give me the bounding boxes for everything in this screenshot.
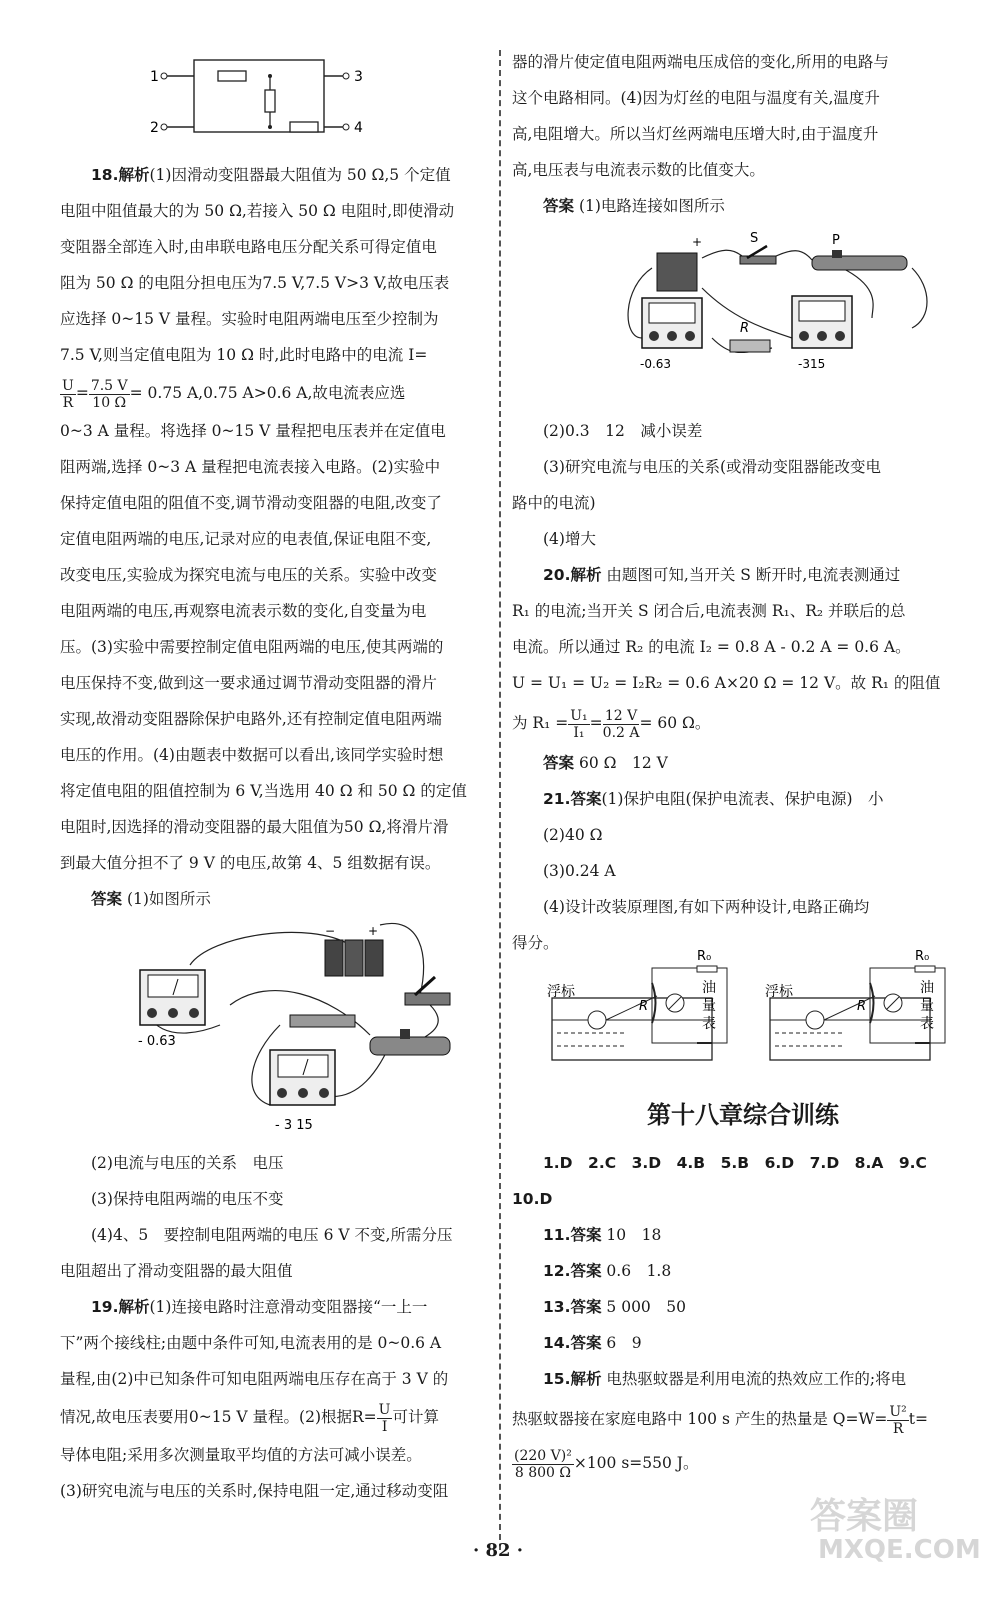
resistor-network-figure	[150, 50, 370, 150]
answer-line: (4)增大	[543, 530, 596, 548]
terminal-1-label: 1	[150, 69, 159, 85]
r-label: R	[639, 999, 649, 1014]
question-number: 20.	[543, 566, 571, 584]
fraction-values: $\frac{7.5 V}{10 \Omega}$	[90, 377, 128, 411]
text-line: (3)研究电流与电压的关系时,保持电阻一定,通过移动变阻	[60, 1482, 449, 1500]
gauge-char-2: 量	[920, 998, 934, 1014]
chapter-18-answers	[512, 1145, 974, 1485]
column-divider	[499, 50, 501, 1550]
answer-line: 得分。	[512, 934, 559, 952]
fraction-values: $\frac{\text{(220 V)²}}{8 800 \Omega}$	[514, 1447, 572, 1481]
answer-tag: 答案	[543, 754, 575, 772]
answer-text: 60 Ω 12 V	[578, 754, 668, 772]
text-line: 阻为 50 Ω 的电阻分担电压为7.5 V,7.5 V>3 V,故电压表	[60, 274, 450, 292]
svg-text:+: +	[368, 924, 379, 938]
svg-text:−: −	[325, 924, 336, 938]
resistor-board-icon	[290, 1015, 355, 1027]
multiple-choice-answers: 10.D	[512, 1190, 553, 1208]
answer-tag: 答案	[543, 197, 575, 215]
text-line: 应选择 0~15 V 量程。实验时电阻两端电压至少控制为	[60, 310, 439, 328]
fraction-u1-i1: $\frac{\text{U₁}}{\text{I₁}}$	[570, 707, 588, 741]
oil-gauge-design-2	[765, 949, 945, 1060]
text-line: 下”两个接线柱;由题中条件可知,电流表用的是 0~0.6 A	[60, 1334, 442, 1352]
answer-line: 路中的电流)	[512, 494, 596, 512]
text-line: U = U₁ = U₂ = I₂R₂ = 0.6 A×20 Ω = 12 V。故 R₁ 的阻值	[512, 674, 941, 692]
text-line: 定值电阻两端的电压,记录对应的电表值,保证电阻不变,	[60, 530, 432, 548]
rheostat-icon	[370, 1029, 450, 1055]
resistor-label: R	[740, 321, 750, 336]
float-label: 浮标	[765, 984, 793, 1000]
formula-line: $\frac{\text{(220 V)²}}{8 800 \Omega}$ ×100 s=550 J。	[514, 1447, 699, 1481]
text-line: 高,电压表与电流表示数的比值变大。	[512, 161, 765, 179]
analysis-tag: 解析	[570, 1370, 602, 1388]
text-line: 这个电路相同。(4)因为灯丝的电阻与温度有关,温度升	[512, 89, 880, 107]
answer-line: 电阻超出了滑动变阻器的最大阻值	[60, 1262, 293, 1280]
text-line: 阻两端,选择 0~3 A 量程把电流表接入电路。(2)实验中	[60, 458, 441, 476]
multiple-choice-answers: 1.D 2.C 3.D 4.B 5.B 6.D 7.D 8.A 9.C	[543, 1154, 927, 1172]
ammeter-icon	[140, 970, 205, 1025]
text-line: 电阻时,因选择的滑动变阻器的最大阻值为50 Ω,将滑片滑	[60, 818, 449, 836]
terminal-2-label: 2	[150, 120, 159, 136]
answer-tag: 答案	[570, 1298, 602, 1316]
question-number: 11.	[543, 1226, 571, 1244]
text-line: 0~3 A 量程。将选择 0~15 V 量程把电压表并在定值电	[60, 422, 446, 440]
answer-line: (2)40 Ω	[543, 826, 603, 844]
q19-20-block	[512, 413, 974, 961]
ammeter-terminal-label: - 0.63	[138, 1034, 176, 1049]
text-line: 高,电阻增大。所以当灯丝两端电压增大时,由于温度升	[512, 125, 879, 143]
question-number: 15.	[543, 1370, 571, 1388]
text-line: 保持定值电阻的阻值不变,调节滑动变阻器的电阻,改变了	[60, 494, 442, 512]
switch-icon	[405, 977, 450, 1005]
switch-label: S	[750, 231, 759, 246]
answer-tag: 答案	[570, 1226, 602, 1244]
q19-continued	[512, 44, 974, 224]
formula-line: $\frac{U}{R}$ = $\frac{7.5 V}{10 \Omega}$ = 0.75 A,0.75 A>0.6 A,故电流表应选	[62, 377, 406, 411]
switch-icon	[740, 231, 776, 264]
r0-label: R₀	[915, 949, 930, 964]
gauge-char-3: 表	[920, 1016, 934, 1032]
terminal-4-label: 4	[354, 120, 363, 136]
fraction-values: $\frac{12 V}{0.2 A}$	[602, 707, 640, 741]
formula-line: 热驱蚊器接在家庭电路中 100 s 产生的热量是 Q=W= $\frac{\text{U²}}{R}$ t=	[512, 1403, 929, 1437]
page-number: · 82 ·	[472, 1540, 524, 1561]
analysis-tag: 解析	[118, 166, 150, 184]
text-line: 量程,由(2)中已知条件可知电阻两端电压存在高于 3 V 的	[60, 1370, 449, 1388]
r0-label: R₀	[697, 949, 712, 964]
text-line: (1)因滑动变阻器最大阻值为 50 Ω,5 个定值	[149, 166, 451, 184]
answer-line: (3)保持电阻两端的电压不变	[91, 1190, 284, 1208]
text-line: 由题图可知,当开关 S 断开时,电流表测通过	[606, 566, 901, 584]
text-line: 到最大值分担不了 9 V 的电压,故第 4、5 组数据有误。	[60, 854, 441, 872]
text-line: R₁ 的电流;当开关 S 闭合后,电流表测 R₁、R₂ 并联后的总	[512, 602, 906, 620]
question-number: 21.	[543, 790, 571, 808]
text-line: 改变电压,实验成为探究电流与电压的关系。实验中改变	[60, 566, 437, 584]
gauge-char-3: 表	[702, 1016, 716, 1032]
formula-line: 情况,故电压表要用0~15 V 量程。(2)根据R= $\frac{U}{I}$ 可计算	[60, 1401, 439, 1435]
question-number: 13.	[543, 1298, 571, 1316]
answer-text: 5 000 50	[606, 1298, 687, 1316]
rheostat-icon	[812, 233, 907, 270]
fraction-u-r: $\frac{U}{R}$	[62, 377, 74, 411]
text-line: 器的滑片使定值电阻两端电压成倍的变化,所用的电路与	[512, 53, 889, 71]
text-line: 导体电阻;采用多次测量取平均值的方法可减小误差。	[60, 1446, 422, 1464]
watermark-logo: 答案圈	[810, 1496, 919, 1537]
answer-line: (3)0.24 A	[543, 862, 616, 880]
answer-text: 10 18	[606, 1226, 662, 1244]
answer-text: 0.6 1.8	[606, 1262, 672, 1280]
battery-icon	[657, 235, 702, 291]
q18-answers	[60, 1145, 492, 1509]
gauge-char-1: 油	[702, 980, 716, 996]
r-label: R	[857, 999, 867, 1014]
text-line: 变阻器全部连入时,由串联电路电压分配关系可得定值电	[60, 238, 437, 256]
text-line: 将定值电阻的阻值控制为 6 V,当选用 40 Ω 和 50 Ω 的定值	[60, 782, 467, 800]
fraction-u-i: $\frac{U}{I}$	[378, 1401, 391, 1435]
resistor-icon	[730, 321, 770, 352]
voltmeter-terminal-label: - 3 15	[275, 1118, 313, 1133]
plus-label: +	[692, 235, 703, 249]
answer-text: (1)电路连接如图所示	[578, 197, 725, 215]
answer-line: (4)4、5 要控制电阻两端的电压 6 V 不变,所需分压	[91, 1226, 453, 1244]
text-line: 电热驱蚊器是利用电流的热效应工作的;将电	[606, 1370, 907, 1388]
text-line: 压。(3)实验中需要控制定值电阻两端的电压,使其两端的	[60, 638, 444, 656]
circuit-diagram-figure-1	[130, 915, 470, 1140]
oil-gauge-designs-figure	[547, 948, 967, 1068]
oil-gauge-design-1	[547, 949, 727, 1060]
text-line: 电流。所以通过 R₂ 的电流 I₂ = 0.8 A - 0.2 A = 0.6 A。	[512, 638, 911, 656]
voltmeter-icon	[270, 1050, 335, 1105]
terminal-3-label: 3	[354, 69, 363, 85]
text-line: (1)保护电阻(保护电流表、保护电源) 小	[601, 790, 884, 808]
answer-line: (4)设计改装原理图,有如下两种设计,电路正确均	[543, 898, 870, 916]
question-number: 18.	[91, 166, 119, 184]
text-line: 电压保持不变,做到这一要求通过调节滑动变阻器的滑片	[60, 674, 437, 692]
analysis-tag: 解析	[118, 1298, 150, 1316]
answer-tag: 答案	[570, 1262, 602, 1280]
answer-tag: 答案	[570, 790, 602, 808]
question-number: 14.	[543, 1334, 571, 1352]
text-line: 实现,故滑动变阻器除保护电路外,还有控制定值电阻两端	[60, 710, 442, 728]
question-number: 19.	[91, 1298, 119, 1316]
analysis-tag: 解析	[570, 566, 602, 584]
gauge-char-2: 量	[702, 998, 716, 1014]
answer-tag: 答案	[91, 890, 123, 908]
gauge-char-1: 油	[920, 980, 934, 996]
section-title: 第十八章综合训练	[647, 1101, 839, 1129]
slider-label: P	[832, 233, 840, 248]
text-line: 电阻两端的电压,再观察电流表示数的变化,自变量为电	[60, 602, 427, 620]
watermark-url: MXQE.COM	[818, 1535, 981, 1565]
question-number: 12.	[543, 1262, 571, 1280]
ammeter-terminal-label: -0.63	[640, 357, 672, 371]
circuit-diagram-figure-2	[622, 228, 942, 378]
answer-text: (1)如图所示	[126, 890, 211, 908]
text-line: 7.5 V,则当定值电阻为 10 Ω 时,此时电路中的电流 I=	[60, 346, 428, 364]
formula-line: 为 R₁ = $\frac{\text{U₁}}{\text{I₁}}$ = $\frac{12 V}{0.2 A}$ = 60 Ω。	[512, 707, 711, 741]
float-label: 浮标	[547, 984, 575, 1000]
answer-line: (2)电流与电压的关系 电压	[91, 1154, 284, 1172]
battery-icon	[325, 924, 383, 976]
answer-text: 6 9	[606, 1334, 642, 1352]
voltmeter-terminal-label: -315	[798, 357, 826, 371]
answer-tag: 答案	[570, 1334, 602, 1352]
text-line: 电压的作用。(4)由题表中数据可以看出,该同学实验时想	[60, 746, 444, 764]
q18-analysis	[60, 157, 492, 917]
ammeter-icon	[642, 298, 702, 348]
text-line: 电阻中阻值最大的为 50 Ω,若接入 50 Ω 电阻时,即使滑动	[60, 202, 455, 220]
voltmeter-icon	[792, 296, 852, 348]
answer-line: (3)研究电流与电压的关系(或滑动变阻器能改变电	[543, 458, 882, 476]
fraction-u2-r: $\frac{\text{U²}}{R}$	[889, 1403, 907, 1437]
answer-line: (2)0.3 12 减小误差	[543, 422, 703, 440]
text-line: (1)连接电路时注意滑动变阻器接“一上一	[149, 1298, 428, 1316]
